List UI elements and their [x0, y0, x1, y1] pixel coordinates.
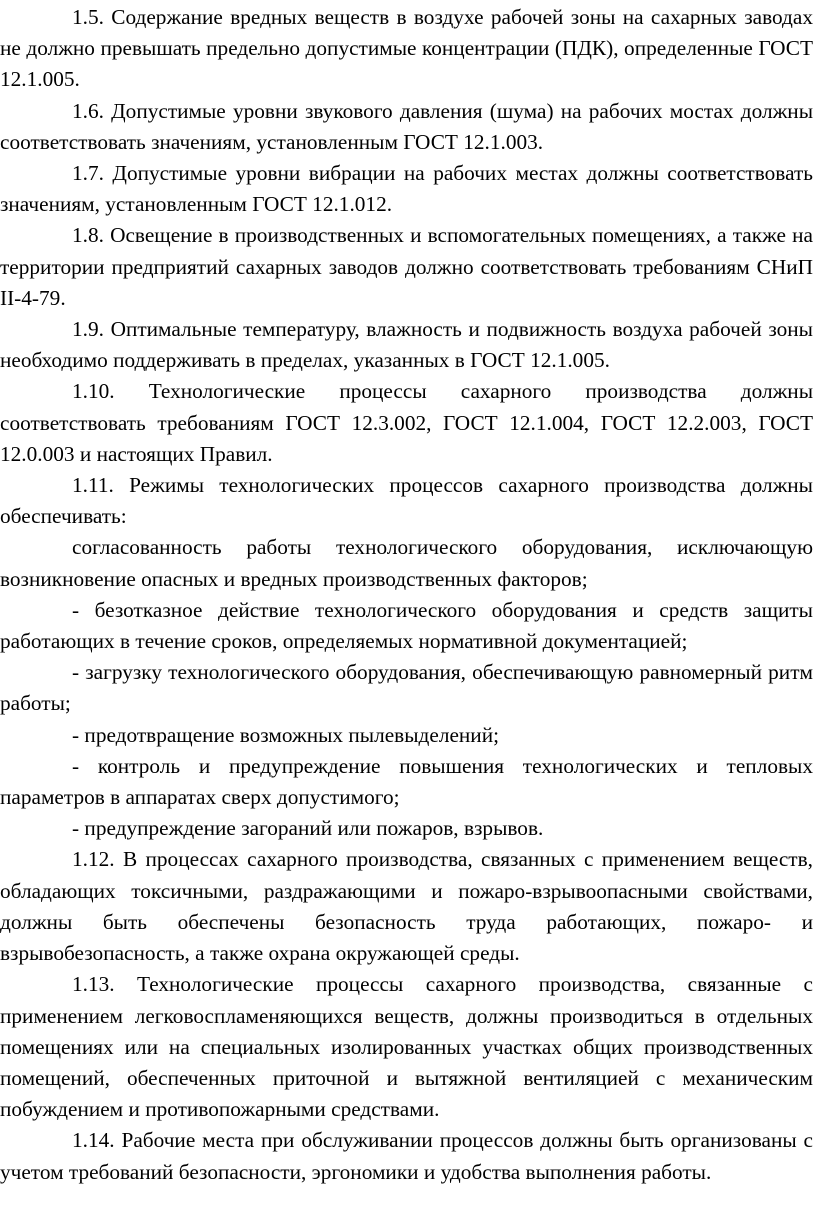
- list-item-coordination: согласованность работы технологического оборудования, исключающую возникновение опасных и вредных производственных факторов;: [0, 535, 813, 591]
- paragraph-1-14: 1.14. Рабочие места при обслуживании процессов должны быть организованы с учетом требований безопасности, эргономики и удобства выполнения работы.: [0, 1128, 813, 1184]
- paragraph-1-13: 1.13. Технологические процессы сахарного производства, связанные с применением легковоспламеняющихся веществ, должны производиться в отдельных помещениях или на специальных изолированных участках общих производственных помещений, обеспеченных приточной и вытяжной вентиляцией с механическим побуждением и противопожарными средствами.: [0, 972, 813, 1122]
- paragraph-1-7: 1.7. Допустимые уровни вибрации на рабочих местах должны соответствовать значениям, установленным ГОСТ 12.1.012.: [0, 161, 813, 217]
- list-item-fire-prevention: - предупреждение загораний или пожаров, взрывов.: [72, 816, 544, 841]
- list-item-parameter-control: - контроль и предупреждение повышения технологических и тепловых параметров в аппаратах сверх допустимого;: [0, 753, 813, 810]
- paragraph-1-12: 1.12. В процессах сахарного производства, связанных с применением веществ, обладающих токсичными, раздражающими и пожаро-взрывоопасными свойствами, должны быть обеспечены безопасность труда работающих, пожаро- и взрывобезопасность, а также охрана окружающей среды.: [0, 847, 813, 966]
- list-item-dust-prevention: - предотвращение возможных пылевыделений;: [72, 722, 500, 747]
- list-item-loading: - загрузку технологического оборудования, обеспечивающую равномерный ритм работы;: [0, 660, 813, 716]
- paragraph-1-5: 1.5. Содержание вредных веществ в воздухе рабочей зоны на сахарных заводах не должно превышать предельно допустимые концентрации (ПДК), определенные ГОСТ 12.1.005.: [0, 5, 813, 92]
- paragraph-1-10: 1.10. Технологические процессы сахарного производства должны соответствовать требованиям ГОСТ 12.3.002, ГОСТ 12.1.004, ГОСТ 12.2.003, ГОСТ 12.0.003 и настоящих Правил.: [0, 379, 813, 466]
- paragraph-1-11: 1.11. Режимы технологических процессов сахарного производства должны обеспечивать:: [0, 473, 813, 529]
- paragraph-1-9: 1.9. Оптимальные температуру, влажность и подвижность воздуха рабочей зоны необходимо поддерживать в пределах, указанных в ГОСТ 12.1.005.: [0, 317, 813, 373]
- list-item-reliability: - безотказное действие технологического оборудования и средств защиты работающих в течение сроков, определяемых нормативной документацией;: [0, 597, 813, 654]
- paragraph-1-8: 1.8. Освещение в производственных и вспомогательных помещениях, а также на территории предприятий сахарных заводов должно соответствовать требованиям СНиП II-4-79.: [0, 223, 813, 310]
- paragraph-1-6: 1.6. Допустимые уровни звукового давления (шума) на рабочих мостах должны соответствовать значениям, установленным ГОСТ 12.1.003.: [0, 98, 813, 154]
